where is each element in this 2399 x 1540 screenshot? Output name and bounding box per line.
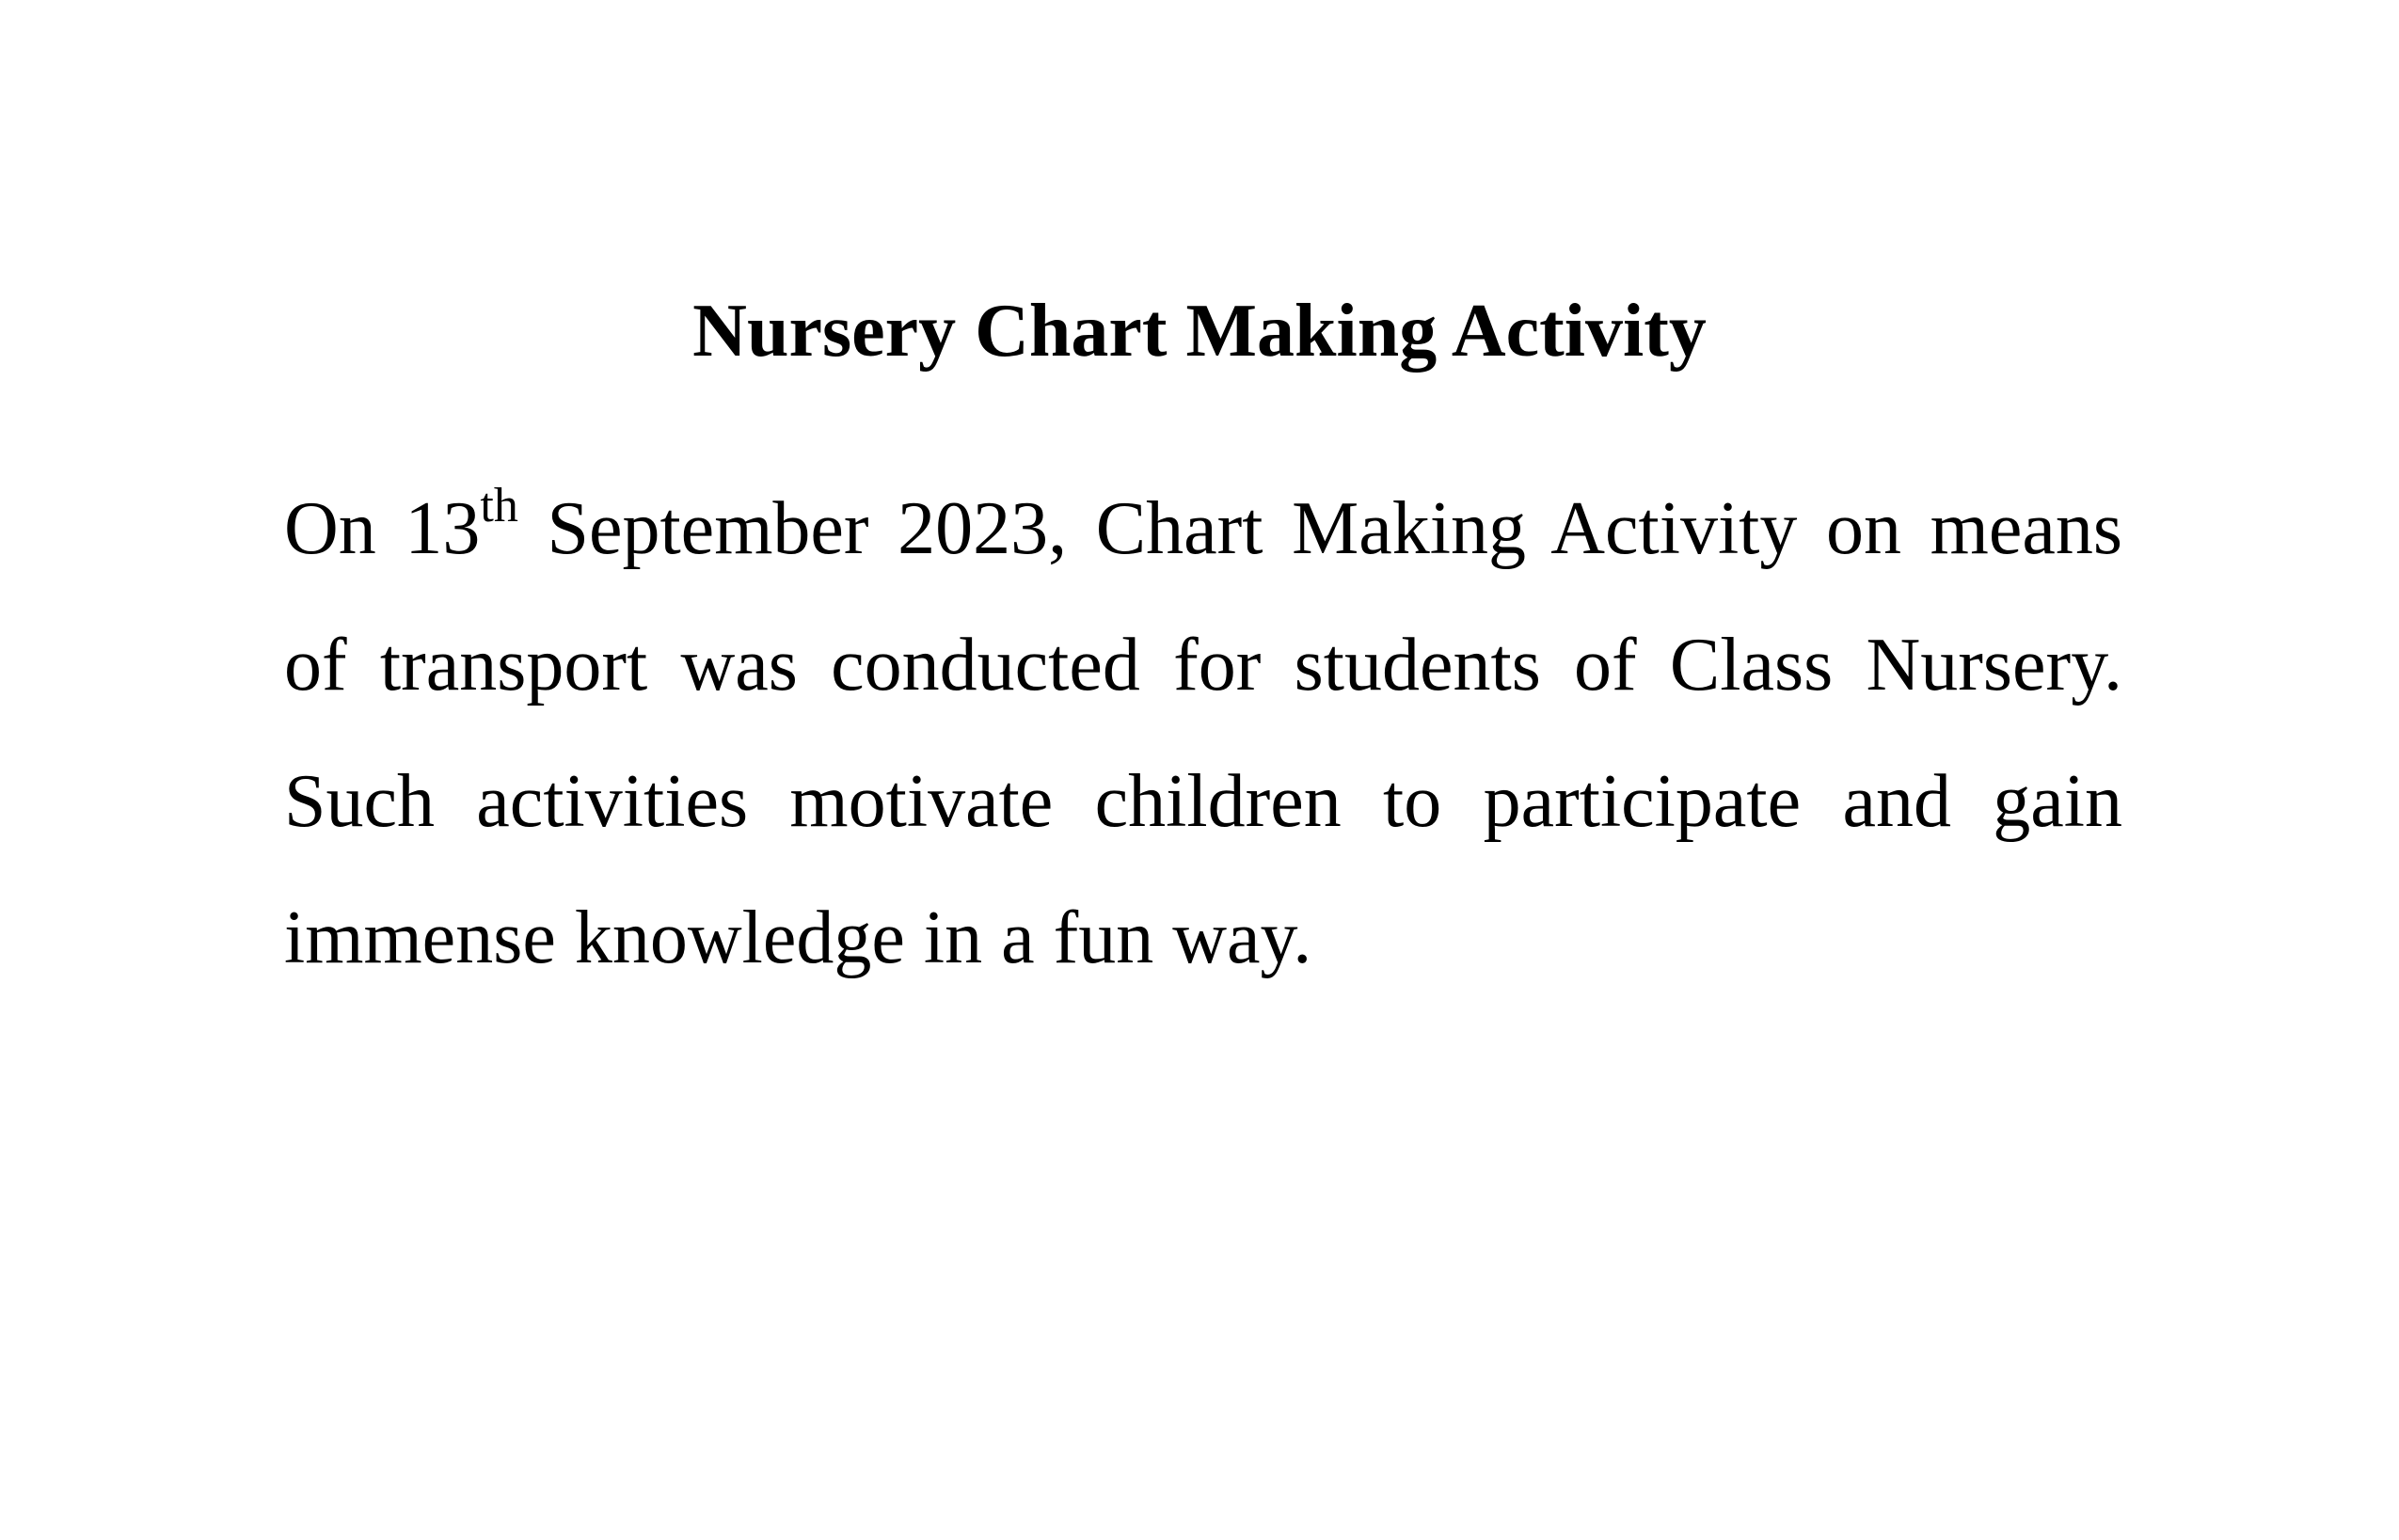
body-paragraph	[284, 461, 2122, 1007]
ordinal-suffix: th	[480, 479, 518, 533]
paragraph-intro: On 13	[284, 487, 481, 570]
document-title: Nursery Chart Making Activity	[692, 290, 1707, 373]
paragraph-rest: September 2023, Chart Making Activity on means of transport was conducted for students of Class Nursery. Such activities motivate children to participate and gain immense knowledge in a fun way.	[284, 487, 2122, 979]
